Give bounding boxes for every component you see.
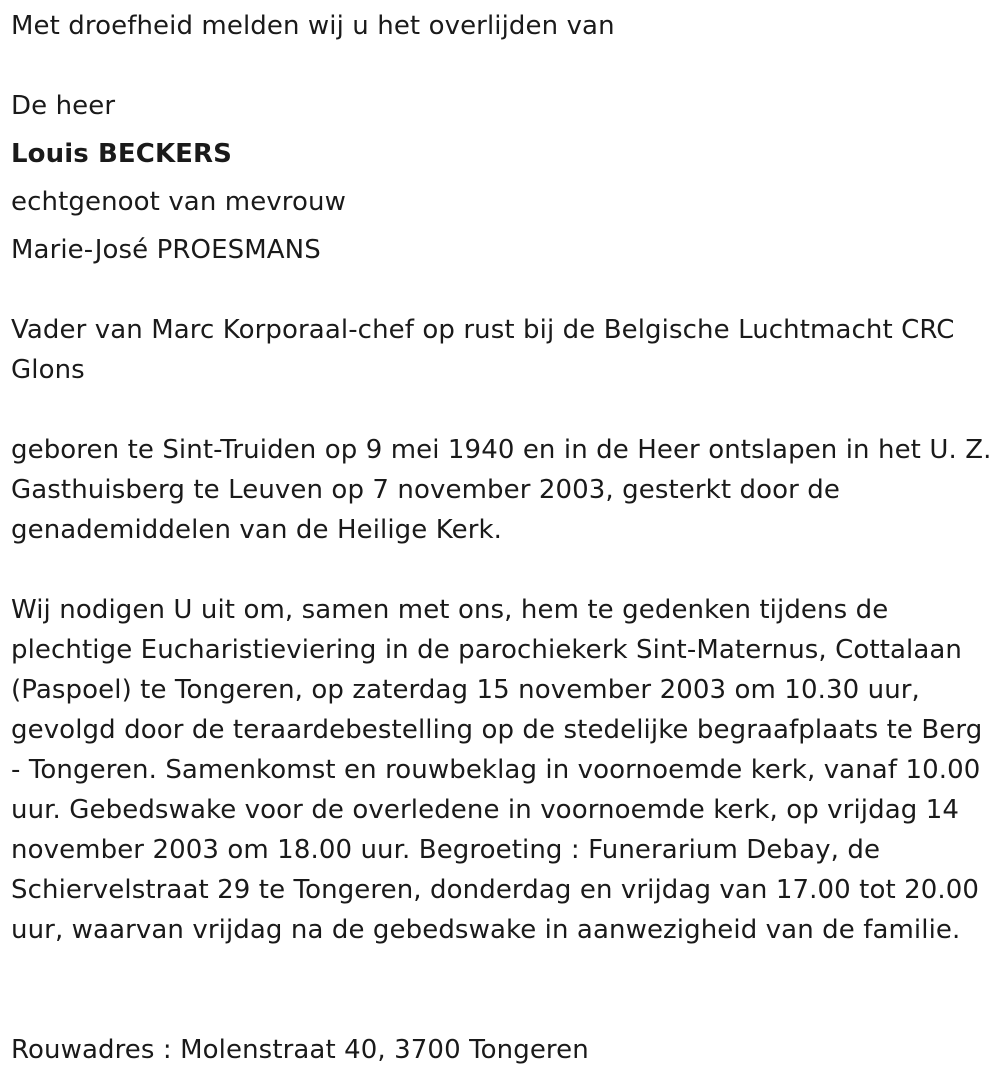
birth-death-paragraph: geboren te Sint-Truiden op 9 mei 1940 en in de Heer ontslapen in het U. Z. Gasthuisberg te Leuven op 7 november 2003, gesterkt door de genademiddelen van de Heilige Kerk. [11, 435, 992, 545]
father-of-paragraph: Vader van Marc Korporaal-chef op rust bij de Belgische Luchtmacht CRC Glons [11, 315, 955, 385]
title-prefix: De heer [11, 91, 116, 121]
invitation-paragraph: Wij nodigen U uit om, samen met ons, hem te gedenken tijdens de plechtige Eucharistieviering in de parochiekerk Sint-Maternus, Cottalaan (Paspoel) te Tongeren, op zaterdag 15 november 2003 om 10.30 uur, gevolgd door de teraardebestelling op de stedelijke begraafplaats te Berg - Tongeren. Samenkomst en rouwbeklag in voornoemde kerk, vanaf 10.00 uur. Gebedswake voor de overledene in voornoemde kerk, op vrijdag 14 november 2003 om 18.00 uur. Begroeting : Funerarium Debay, de Schiervelstraat 29 te Tongeren, donderdag en vrijdag van 17.00 tot 20.00 uur, waarvan vrijdag na de gebedswake in aanwezigheid van de familie. [11, 595, 983, 945]
deceased-name: Louis BECKERS [11, 139, 232, 169]
spouse-line: echtgenoot van mevrouw [11, 187, 346, 217]
mourning-address: Rouwadres : Molenstraat 40, 3700 Tongeren [11, 1035, 589, 1065]
intro-text: Met droefheid melden wij u het overlijden van [11, 11, 615, 41]
spouse-name: Marie-José PROESMANS [11, 235, 321, 265]
